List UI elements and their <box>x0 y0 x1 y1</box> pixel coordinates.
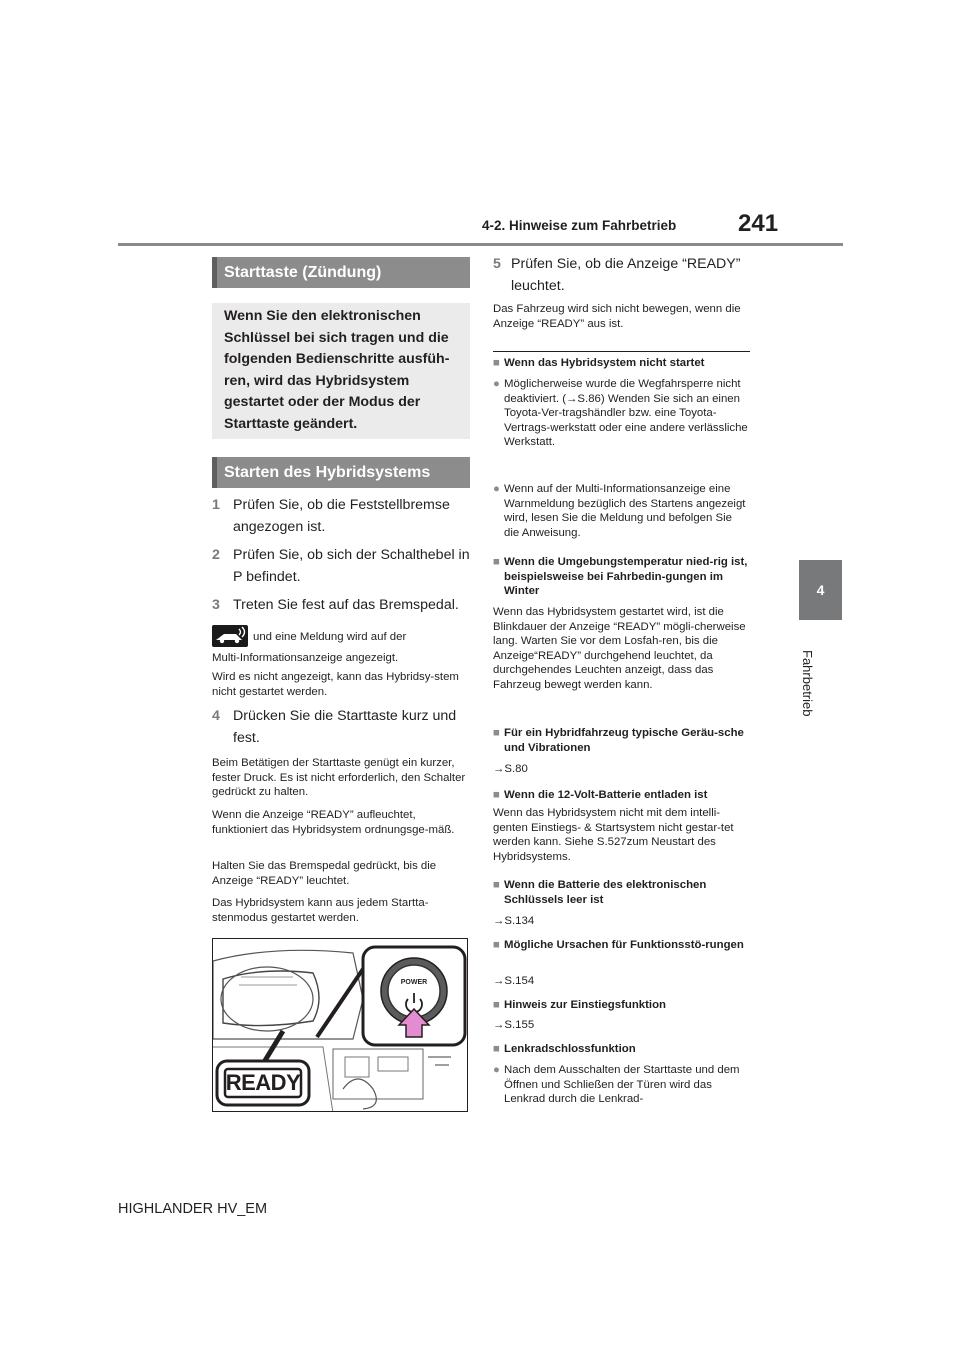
subsection-heading-text: Für ein Hybridfahrzeug typische Geräu-sche und Vibrationen <box>504 727 744 754</box>
bullet-item <box>493 482 750 540</box>
step3-note-inline: und eine Meldung wird auf der <box>253 631 407 643</box>
power-button-label: POWER <box>400 979 428 986</box>
step-number: 1 <box>212 497 220 513</box>
step-4 <box>212 705 474 749</box>
step-3 <box>212 594 474 616</box>
square-bullet-icon: ■ <box>493 999 500 1011</box>
page-reference[interactable]: →S.154 <box>493 975 535 987</box>
step4-note-3: Halten Sie das Bremspedal gedrückt, bis die Anzeige “READY” leuchtet. <box>212 860 437 887</box>
step4-note-1: Beim Betätigen der Starttaste genügt ein kurzer, fester Druck. Es ist nicht erforderlich, den Schalter gedrückt zu halten. <box>212 757 466 799</box>
subsection-heading <box>493 1042 750 1057</box>
subsection-heading <box>493 726 750 755</box>
chapter-label <box>800 650 832 740</box>
dashboard-illustration <box>212 938 468 1112</box>
section-divider <box>493 351 750 352</box>
subsection-heading <box>493 356 750 371</box>
page-reference[interactable]: →S.134 <box>493 915 535 927</box>
step-5 <box>493 253 750 297</box>
subsection-heading <box>493 555 750 599</box>
square-bullet-icon: ■ <box>493 789 500 801</box>
bullet-text: Möglicherweise wurde die Wegfahrsperre nicht deaktiviert. (→S.86) Wenden Sie sich an einen Toyota-Ver-tragshändler bzw. eine Toyota-Vertrags-werkstatt oder eine andere verlässliche Werkstatt. <box>504 378 748 449</box>
bullet-text: Wenn auf der Multi-Informationsanzeige eine Warnmeldung bezüglich des Startens angezeigt wird, lesen Sie die Meldung und befolgen Sie die Anweisung. <box>504 483 746 539</box>
step-text: Prüfen Sie, ob die Anzeige “READY” leuchtet. <box>511 256 741 294</box>
square-bullet-icon: ■ <box>493 879 500 891</box>
circle-bullet-icon: ● <box>493 378 500 390</box>
step3-note-rest: Multi-Informationsanzeige angezeigt. <box>212 652 399 664</box>
footer-model-name: HIGHLANDER HV_EM <box>118 1201 268 1217</box>
subsection-heading-text: Mögliche Ursachen für Funktionsstö-rungen <box>504 939 744 951</box>
page-reference[interactable]: →S.155 <box>493 1019 535 1031</box>
circle-bullet-icon: ● <box>493 1064 500 1076</box>
step-number: 4 <box>212 708 220 724</box>
square-bullet-icon: ■ <box>493 939 500 951</box>
subsection-heading-text: Wenn die 12-Volt-Batterie entladen ist <box>504 789 708 801</box>
section-heading-starttaste: Starttaste (Zündung) <box>212 257 470 288</box>
header-divider <box>118 243 843 246</box>
chapter-tab <box>799 560 842 620</box>
subsection-heading-text: Wenn die Umgebungstemperatur nied-rig ist, beispielsweise bei Fahrbedin-gungen im Winter <box>504 556 748 598</box>
subsection-heading <box>493 938 750 953</box>
step-2 <box>212 544 474 588</box>
subsection-heading <box>493 998 750 1013</box>
subsection-heading-text: Lenkradschlossfunktion <box>504 1043 636 1055</box>
subsection-heading-text: Wenn das Hybridsystem nicht startet <box>504 357 705 369</box>
bullet-text: Nach dem Ausschalten der Starttaste und dem Öffnen und Schließen der Türen wird das Lenkrad durch die Lenkrad- <box>504 1064 740 1106</box>
intro-text: Wenn Sie den elektronischen Schlüssel bei sich tragen und die folgenden Bedienschritte ausfüh-ren, wird das Hybridsystem gestartet oder der Modus der Starttaste geändert. <box>224 308 450 432</box>
subsection-heading <box>493 878 750 907</box>
chapter-label-text: Fahrbetrieb <box>800 650 815 717</box>
page-number: 241 <box>738 210 779 237</box>
subsection-heading-text: Wenn die Batterie des elektronischen Schlüssels leer ist <box>504 879 707 906</box>
intro-box <box>212 303 470 439</box>
step-text: Prüfen Sie, ob sich der Schalthebel in P befindet. <box>233 547 470 585</box>
step4-note-2: Wenn die Anzeige “READY” aufleuchtet, funktioniert das Hybridsystem ordnungsge-mäß. <box>212 809 455 836</box>
ready-label: READY <box>225 1070 301 1095</box>
section-heading-starten: Starten des Hybridsystems <box>212 457 470 488</box>
square-bullet-icon: ■ <box>493 1043 500 1055</box>
subsection-heading <box>493 788 750 803</box>
bullet-item <box>493 377 750 450</box>
step-text: Treten Sie fest auf das Bremspedal. <box>233 597 459 613</box>
step3-note2: Wird es nicht angezeigt, kann das Hybridsy-stem nicht gestartet werden. <box>212 671 459 698</box>
paragraph: Wenn das Hybridsystem gestartet wird, ist die Blinkdauer der Anzeige “READY” mögli-cherweise lang. Warten Sie vor dem Losfah-ren, bis die Anzeige“READY” durchgehend leuchtet, da durchgehendes Leuchten anzeigt, dass das Fahrzeug bewegt werden kann. <box>493 606 746 691</box>
chapter-number: 4 <box>816 582 825 598</box>
step-number: 5 <box>493 256 501 272</box>
square-bullet-icon: ■ <box>493 727 500 739</box>
step-number: 2 <box>212 547 220 563</box>
step-text: Drücken Sie die Starttaste kurz und fest. <box>233 708 457 746</box>
page-reference[interactable]: →S.80 <box>493 763 528 775</box>
step5-note: Das Fahrzeug wird sich nicht bewegen, wenn die Anzeige “READY” aus ist. <box>493 303 741 330</box>
step4-note-4: Das Hybridsystem kann aus jedem Startta-stenmodus gestartet werden. <box>212 897 429 924</box>
paragraph: Wenn das Hybridsystem nicht mit dem intelli-genten Einstiegs- & Startsystem nicht gestar-tet werden kann. Siehe S.527zum Neustart des Hybridsystems. <box>493 807 734 863</box>
square-bullet-icon: ■ <box>493 556 500 568</box>
step-text: Prüfen Sie, ob die Feststellbremse angezogen ist. <box>233 497 450 535</box>
ready-indicator-icon <box>212 625 248 647</box>
step-1 <box>212 494 474 538</box>
step-number: 3 <box>212 597 220 613</box>
square-bullet-icon: ■ <box>493 357 500 369</box>
header-section-title: 4-2. Hinweise zum Fahrbetrieb <box>482 218 677 233</box>
bullet-item <box>493 1063 750 1107</box>
subsection-heading-text: Hinweis zur Einstiegsfunktion <box>504 999 667 1011</box>
circle-bullet-icon: ● <box>493 483 500 495</box>
